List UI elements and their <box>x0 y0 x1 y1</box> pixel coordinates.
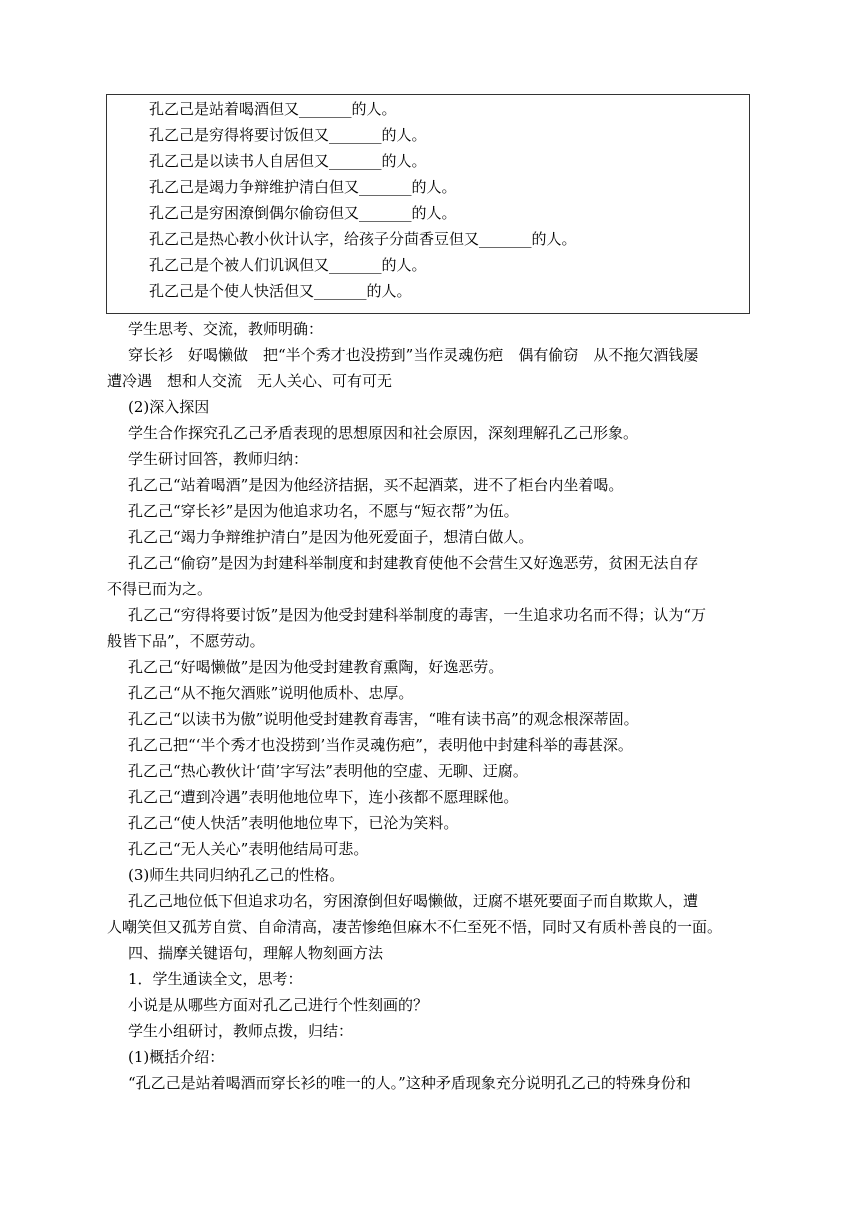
paragraph-line: 孔乙己“竭力争辩维护清白”是因为他死爱面子，想清白做人。 <box>128 528 534 546</box>
paragraph-line: 小说是从哪些方面对孔乙己进行个性刻画的？ <box>128 996 429 1014</box>
box-line: 孔乙己是个被人们讥讽但又_______的人。 <box>149 256 427 274</box>
paragraph-line: 学生思考、交流，教师明确： <box>128 320 324 338</box>
paragraph-line: 不得已而为之。 <box>107 580 213 598</box>
paragraph-line: 孔乙己“好喝懒做”是因为他受封建教育熏陶，好逸恶劳。 <box>128 658 504 676</box>
paragraph-line: 孔乙己“热心教伙计‘茴’字写法”表明他的空虚、无聊、迂腐。 <box>128 762 528 780</box>
paragraph-line: “孔乙己是站着喝酒而穿长衫的唯一的人。”这种矛盾现象充分说明孔乙己的特殊身份和 <box>128 1074 691 1092</box>
paragraph-line: 人嘲笑但又孤芳自赏、自命清高，凄苦惨绝但麻木不仁至死不悟，同时又有质朴善良的一面。 <box>107 918 723 936</box>
section-heading: (2)深入探因 <box>128 398 210 416</box>
paragraph-line: 孔乙己“穿长衫”是因为他追求功名，不愿与“短衣帮”为伍。 <box>128 502 519 520</box>
paragraph-line: 孔乙己“遭到冷遇”表明他地位卑下，连小孩都不愿理睬他。 <box>128 788 519 806</box>
box-line: 孔乙己是热心教小伙计认字，给孩子分茴香豆但又_______的人。 <box>149 230 577 248</box>
section-heading: 四、揣摩关键语句，理解人物刻画方法 <box>128 944 384 962</box>
box-line: 孔乙己是穷得将要讨饭但又_______的人。 <box>149 126 427 144</box>
paragraph-line: 孔乙己“从不拖欠酒账”说明他质朴、忠厚。 <box>128 684 414 702</box>
paragraph-line: 孔乙己“使人快活”表明他地位卑下，已沦为笑料。 <box>128 814 459 832</box>
box-line: 孔乙己是以读书人自居但又_______的人。 <box>149 152 427 170</box>
paragraph-line: 学生合作探究孔乙己矛盾表现的思想原因和社会原因，深刻理解孔乙己形象。 <box>128 424 639 442</box>
paragraph-line: 孔乙己“站着喝酒”是因为他经济拮据，买不起酒菜，进不了柜台内坐着喝。 <box>128 476 624 494</box>
paragraph-line: 遭冷遇 想和人交流 无人关心、可有可无 <box>107 372 393 390</box>
paragraph-line: 孔乙己“无人关心”表明他结局可悲。 <box>128 840 369 858</box>
paragraph-line: 1．学生通读全文，思考： <box>128 970 303 988</box>
paragraph-line: 孔乙己把“‘半个秀才也没捞到’当作灵魂伤疤”，表明他中封建科举的毒甚深。 <box>128 736 633 754</box>
box-line: 孔乙己是穷困潦倒偶尔偷窃但又_______的人。 <box>149 204 457 222</box>
paragraph-line: 学生小组研讨，教师点拨，归结： <box>128 1022 354 1040</box>
fill-in-blank-box <box>106 94 750 314</box>
paragraph-line: 穿长衫 好喝懒做 把“半个秀才也没捞到”当作灵魂伤疤 偶有偷窃 从不拖欠酒钱屡 <box>128 346 699 364</box>
section-heading: (3)师生共同归纳孔乙己的性格。 <box>128 866 345 884</box>
box-line: 孔乙己是个使人快活但又_______的人。 <box>149 282 412 300</box>
paragraph-line: 孔乙己地位低下但追求功名，穷困潦倒但好喝懒做，迂腐不堪死要面子而自欺欺人，遭 <box>128 892 699 910</box>
box-line: 孔乙己是站着喝酒但又_______的人。 <box>149 100 397 118</box>
paragraph-line: 孔乙己“以读书为傲”说明他受封建教育毒害，“唯有读书高”的观念根深蒂固。 <box>128 710 639 728</box>
section-heading: (1)概括介绍： <box>128 1048 225 1066</box>
box-line: 孔乙己是竭力争辩维护清白但又_______的人。 <box>149 178 457 196</box>
paragraph-line: 孔乙己“穷得将要讨饭”是因为他受封建科举制度的毒害，一生追求功名而不得；认为“万 <box>128 606 707 624</box>
paragraph-line: 学生研讨回答，教师归纳： <box>128 450 309 468</box>
paragraph-line: 般皆下品”，不愿劳动。 <box>107 632 265 650</box>
paragraph-line: 孔乙己“偷窃”是因为封建科举制度和封建教育使他不会营生又好逸恶劳，贫困无法自存 <box>128 554 699 572</box>
